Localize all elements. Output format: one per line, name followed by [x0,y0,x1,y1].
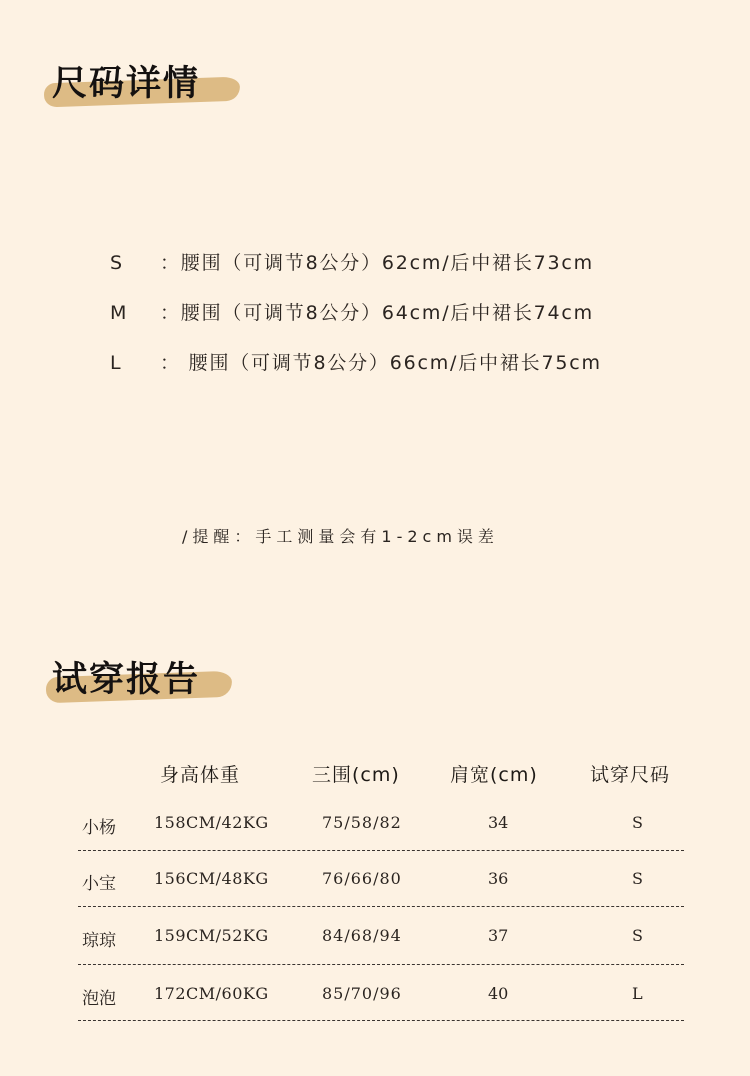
height-weight: 159CM/52KG [154,926,269,945]
header-measurements: 三围(cm) [312,764,400,786]
shoulder-width: 40 [488,984,509,1003]
model-name: 泡泡 [82,989,116,1009]
header-shoulder: 肩宽(cm) [450,764,538,786]
try-on-size: S [632,926,643,945]
try-on-size: S [632,869,643,888]
size-spec: ：腰围（可调节8公分）64cm/后中裙长74cm [160,302,594,324]
header-height-weight: 身高体重 [160,764,241,786]
size-spec: ：腰围（可调节8公分）62cm/后中裙长73cm [160,252,594,274]
size-row-m [110,298,594,325]
size-details-heading [40,56,240,116]
model-name: 小宝 [82,874,116,894]
height-weight: 172CM/60KG [154,984,269,1003]
table-row [78,926,684,982]
size-label: L [110,352,123,374]
shoulder-width: 34 [488,813,509,832]
size-row-s [110,248,594,275]
row-divider [78,906,684,907]
row-divider [78,964,684,965]
table-row [78,984,684,1040]
measurements: 75/58/82 [322,813,402,832]
measurements: 84/68/94 [322,926,402,945]
measurements: 76/66/80 [322,869,402,888]
shoulder-width: 37 [488,926,509,945]
table-row [78,869,684,925]
size-label: M [110,302,129,324]
measurement-note: /提醒：手工测量会有1-2cm误差 [182,527,499,546]
header-size: 试穿尺码 [590,764,671,786]
table-row [78,813,684,869]
row-divider [78,850,684,851]
size-spec: ： 腰围（可调节8公分）66cm/后中裙长75cm [160,352,602,374]
try-on-report-heading [40,652,240,712]
measurements: 85/70/96 [322,984,402,1003]
row-divider [78,1020,684,1021]
height-weight: 158CM/42KG [154,813,269,832]
shoulder-width: 36 [488,869,509,888]
try-on-report-title: 试穿报告 [52,659,201,700]
size-row-l [110,348,602,375]
model-name: 琼琼 [82,931,116,951]
height-weight: 156CM/48KG [154,869,269,888]
size-label: S [110,252,124,274]
size-details-title: 尺码详情 [52,63,201,104]
try-on-size: S [632,813,643,832]
try-on-size: L [632,984,643,1003]
model-name: 小杨 [82,818,116,838]
